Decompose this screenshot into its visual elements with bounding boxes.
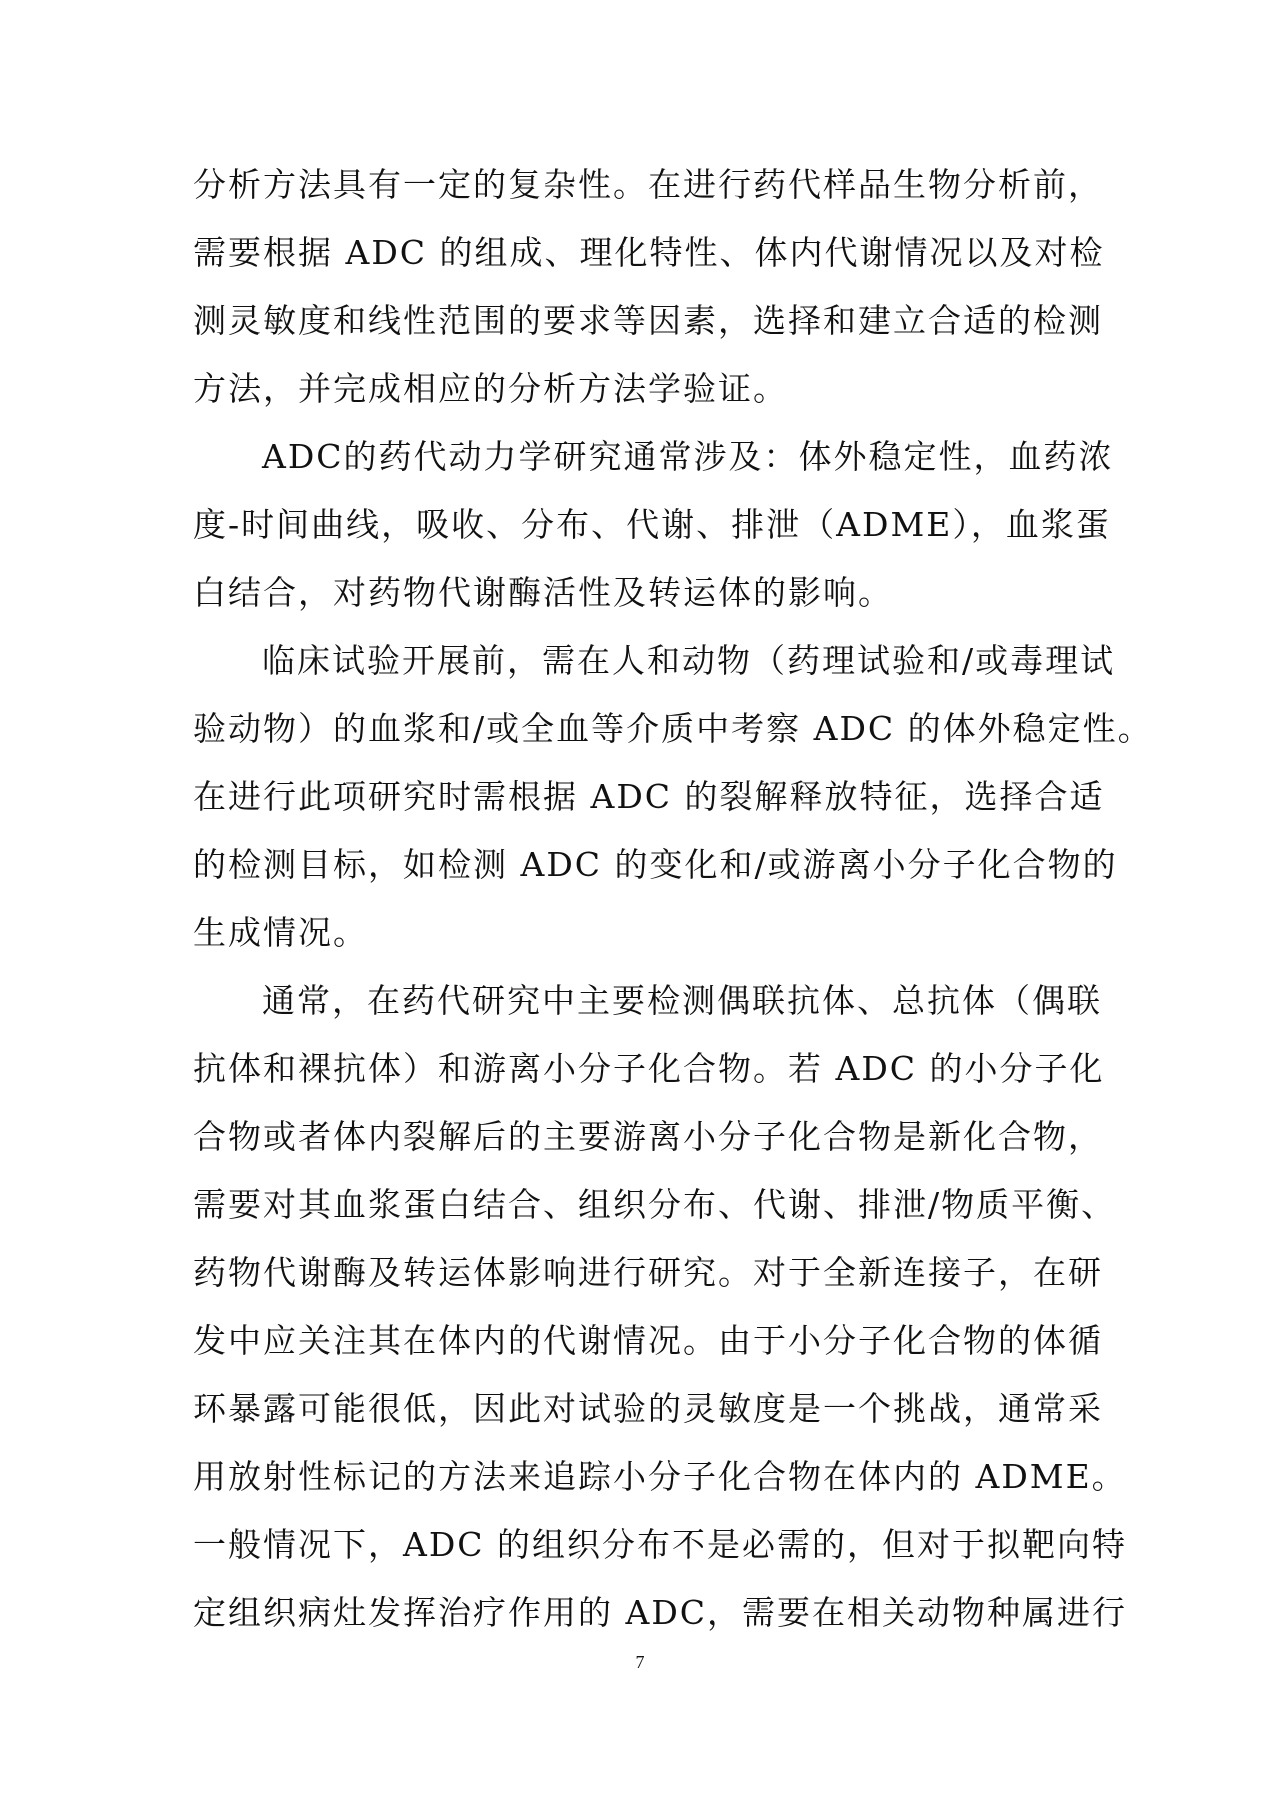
body-text-line: 合物或者体内裂解后的主要游离小分子化合物是新化合物， [193,1117,1103,1156]
body-text-line: 一般情况下，ADC 的组织分布不是必需的，但对于拟靶向特 [193,1525,1128,1564]
body-text-line: 度-时间曲线，吸收、分布、代谢、排泄（ADME），血浆蛋 [193,505,1111,544]
body-text-line: 在进行此项研究时需根据 ADC 的裂解释放特征，选择合适 [193,777,1105,816]
page-number: 7 [635,1652,645,1672]
body-text-line: 定组织病灶发挥治疗作用的 ADC，需要在相关动物种属进行 [193,1593,1128,1632]
body-text-line: 发中应关注其在体内的代谢情况。由于小分子化合物的体循 [193,1321,1103,1360]
body-text-line: 需要对其血浆蛋白结合、组织分布、代谢、排泄/物质平衡、 [193,1185,1117,1224]
body-text-line: 验动物）的血浆和/或全血等介质中考察 ADC 的体外稳定性。 [193,709,1153,748]
body-text-line: 的检测目标，如检测 ADC 的变化和/或游离小分子化合物的 [193,845,1118,884]
body-text-line: 分析方法具有一定的复杂性。在进行药代样品生物分析前， [193,165,1103,204]
body-text-line: 抗体和裸抗体）和游离小分子化合物。若 ADC 的小分子化 [193,1049,1105,1088]
body-text-line: 需要根据 ADC 的组成、理化特性、体内代谢情况以及对检 [193,233,1105,272]
body-text-line: ADC的药代动力学研究通常涉及：体外稳定性，血药浓 [262,437,1114,476]
body-text-line: 生成情况。 [193,913,368,952]
body-text-line: 方法，并完成相应的分析方法学验证。 [193,369,788,408]
body-text-line: 药物代谢酶及转运体影响进行研究。对于全新连接子，在研 [193,1253,1103,1292]
body-text-line: 白结合，对药物代谢酶活性及转运体的影响。 [193,573,893,612]
body-text-line: 环暴露可能很低，因此对试验的灵敏度是一个挑战，通常采 [193,1389,1103,1428]
body-text-line: 通常，在药代研究中主要检测偶联抗体、总抗体（偶联 [262,981,1102,1020]
body-text-line: 测灵敏度和线性范围的要求等因素，选择和建立合适的检测 [193,301,1103,340]
body-text-line: 临床试验开展前，需在人和动物（药理试验和/或毒理试 [262,641,1116,680]
body-text-line: 用放射性标记的方法来追踪小分子化合物在体内的 ADME。 [193,1457,1127,1496]
